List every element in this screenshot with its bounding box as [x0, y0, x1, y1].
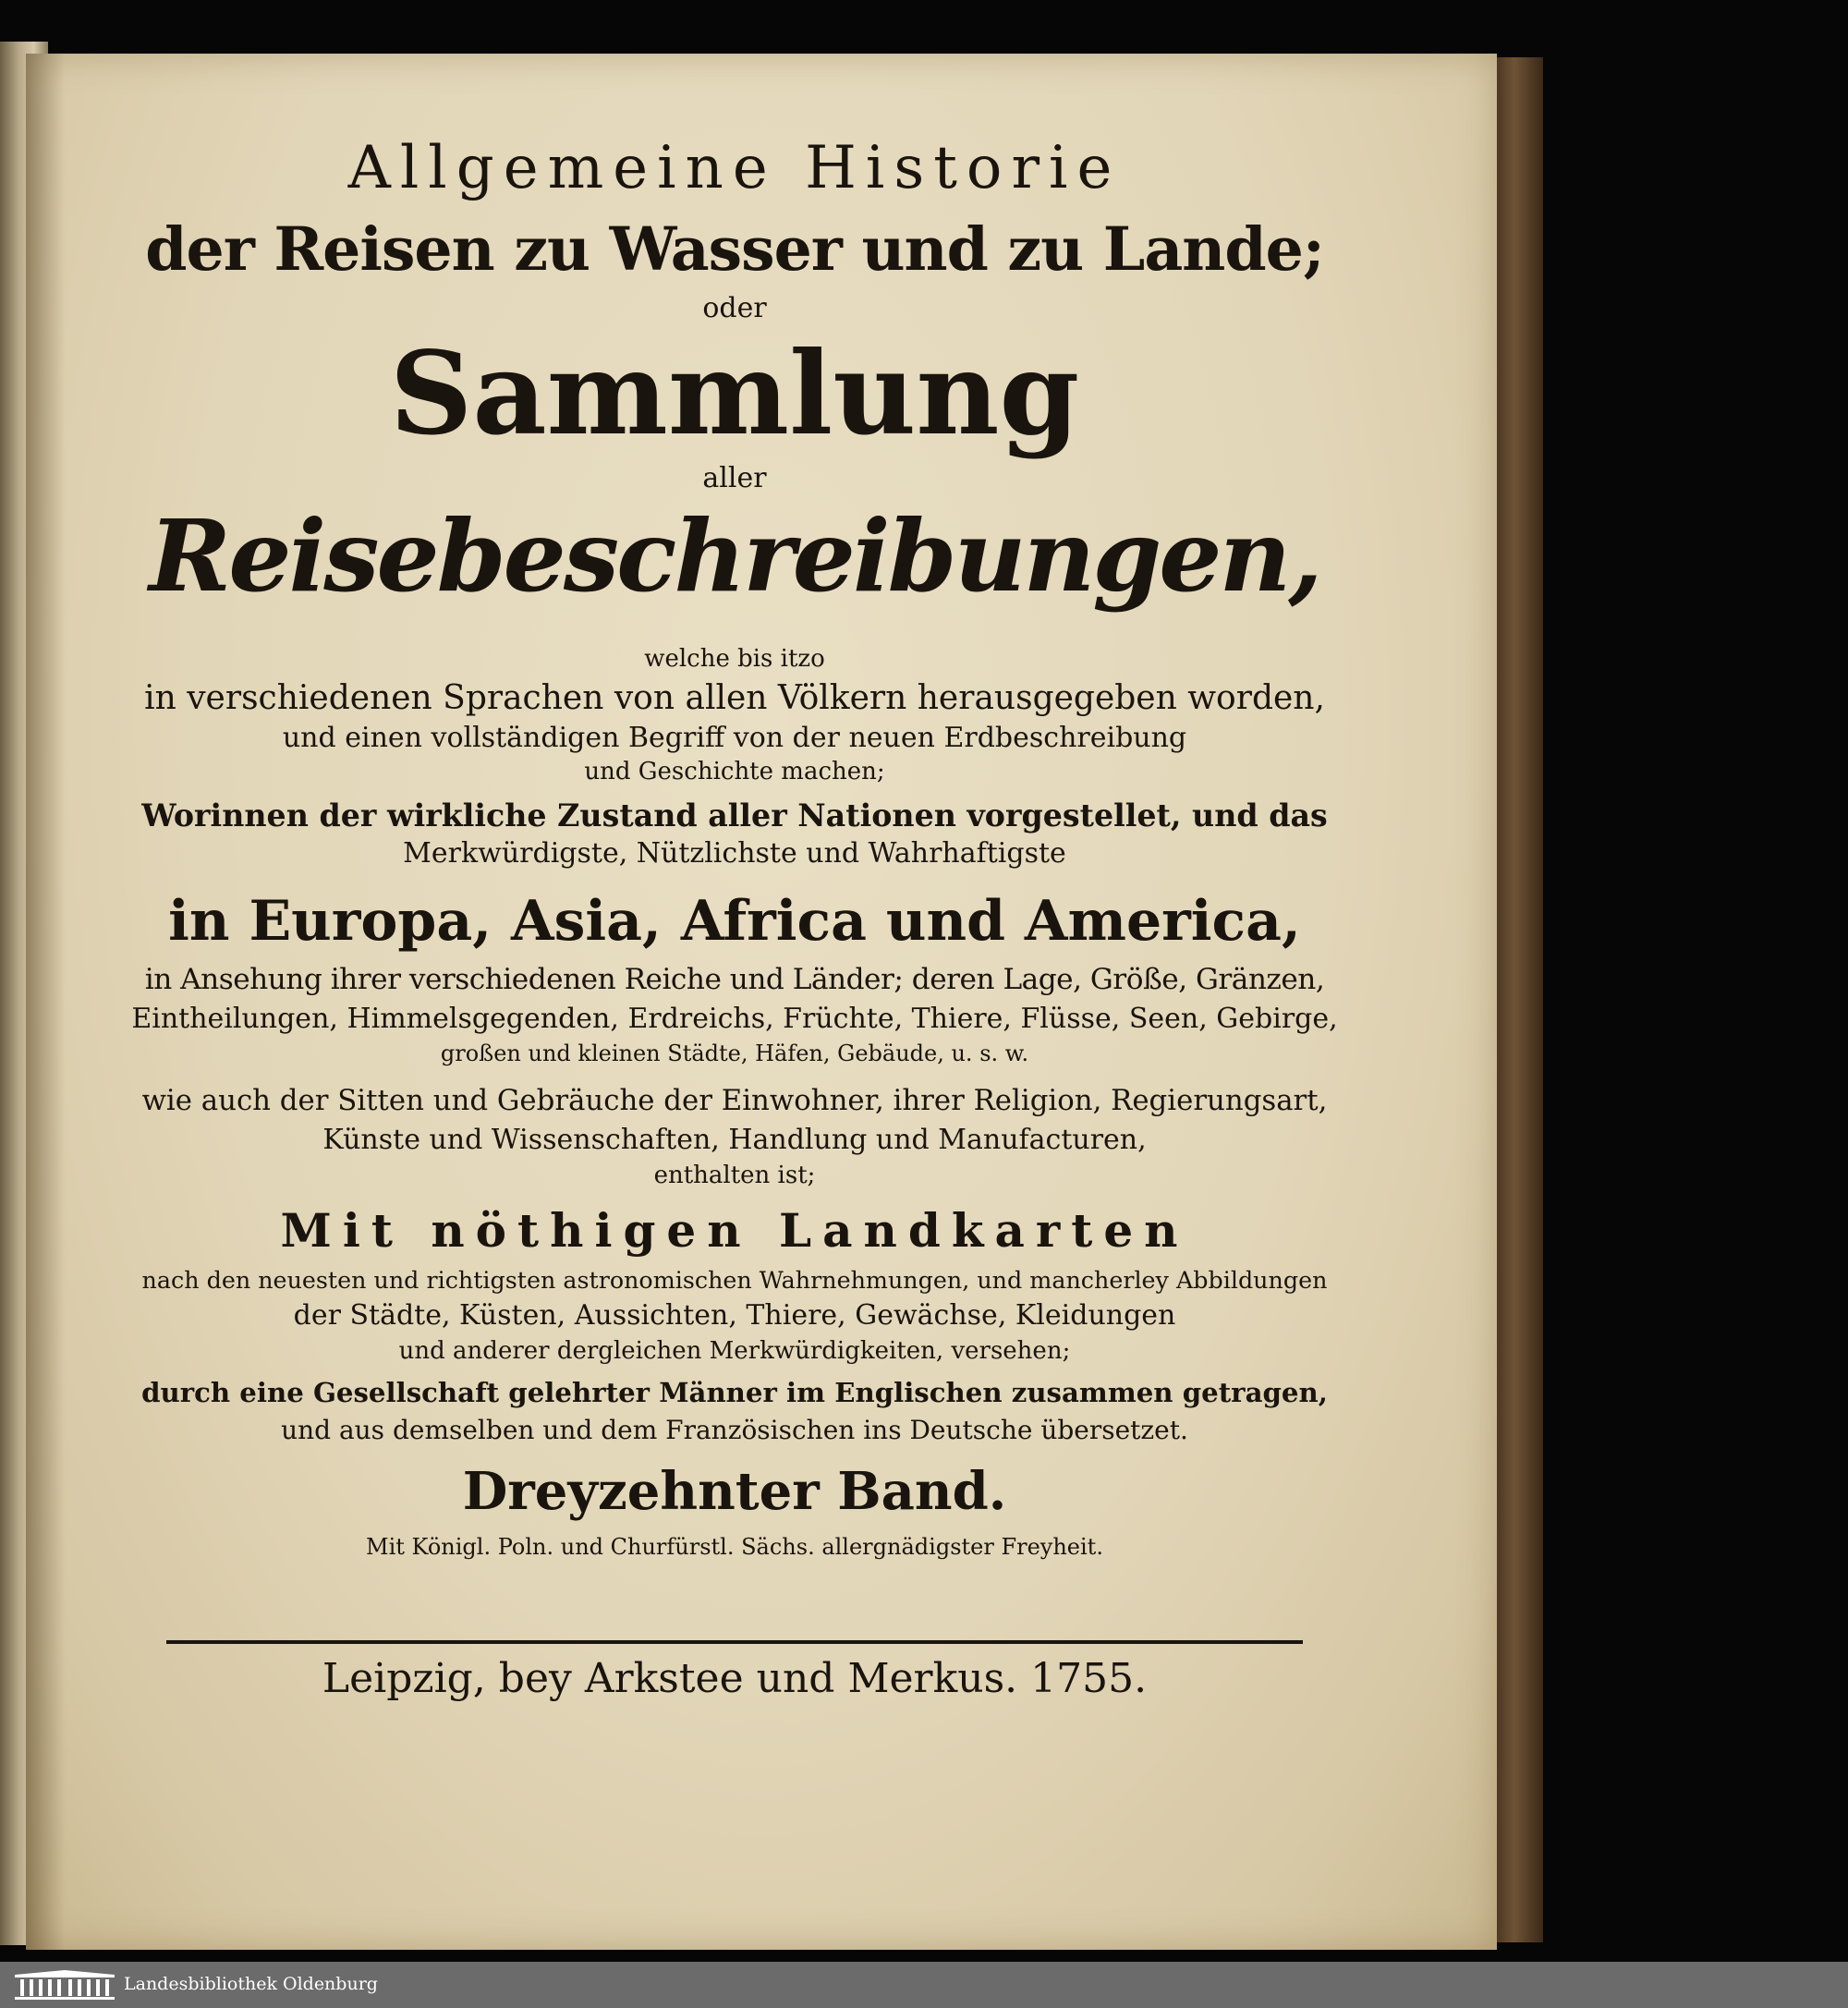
- subtitle-line-20: Mit nöthigen Landkarten: [280, 1203, 1189, 1259]
- subtitle-line-13: in Europa, Asia, Africa und America,: [168, 889, 1301, 955]
- subtitle-line-17: wie auch der Sitten und Gebräuche der Einwohner, ihrer Religion, Regierungsart,: [141, 1084, 1328, 1118]
- title-line-1: Allgemeine Historie: [347, 134, 1122, 202]
- horizontal-rule: [166, 1640, 1303, 1644]
- title-line-5: aller: [702, 461, 767, 494]
- page-gutter-shadow: [26, 54, 65, 1950]
- subtitle-line-10: und Geschichte machen;: [584, 757, 885, 785]
- subtitle-line-9: und einen vollständigen Begriff von der neuen Erdbeschreibung: [282, 721, 1187, 754]
- privilege-line: Mit Königl. Poln. und Churfürstl. Sächs. allergnädigster Freyheit.: [366, 1533, 1103, 1560]
- library-building-icon: [13, 1969, 116, 2001]
- title-line-2: der Reisen zu Wasser und zu Lande;: [145, 214, 1324, 285]
- title-line-4: Sammlung: [389, 326, 1080, 461]
- subtitle-line-12: Merkwürdigste, Nützlichste und Wahrhaftigste: [403, 837, 1066, 870]
- footer-bar: [0, 1962, 1848, 2008]
- main-title: Reisebeschreibungen,: [149, 497, 1320, 615]
- volume-label: Dreyzehnter Band.: [462, 1460, 1007, 1522]
- subtitle-line-23: und anderer dergleichen Merkwürdigkeiten, versehen;: [398, 1336, 1071, 1365]
- subtitle-line-7: welche bis itzo: [644, 644, 825, 673]
- subtitle-line-8: in verschiedenen Sprachen von allen Völkern herausgegeben worden,: [144, 678, 1325, 717]
- imprint: Leipzig, bey Arkstee und Merkus. 1755.: [322, 1655, 1148, 1702]
- subtitle-line-11: Worinnen der wirkliche Zustand aller Nationen vorgestellet, und das: [141, 797, 1328, 834]
- subtitle-line-19: enthalten ist;: [653, 1162, 816, 1190]
- subtitle-line-25: und aus demselben und dem Französischen ins Deutsche übersetzet.: [281, 1414, 1188, 1445]
- library-name: Landesbibliothek Oldenburg: [124, 1974, 378, 1994]
- book-cover-edge: [1495, 57, 1543, 1942]
- title-page-text: [129, 129, 1340, 1558]
- subtitle-line-14: in Ansehung ihrer verschiedenen Reiche und Länder; deren Lage, Größe, Gränzen,: [144, 963, 1325, 997]
- subtitle-line-22: der Städte, Küsten, Aussichten, Thiere, Gewächse, Kleidungen: [293, 1298, 1176, 1332]
- subtitle-line-18: Künste und Wissenschaften, Handlung und Manufacturen,: [322, 1124, 1147, 1157]
- subtitle-line-15: Eintheilungen, Himmelsgegenden, Erdreichs, Früchte, Thiere, Flüsse, Seen, Gebirge,: [131, 1003, 1338, 1036]
- subtitle-line-24: durch eine Gesellschaft gelehrter Männer im Englischen zusammen getragen,: [141, 1376, 1328, 1408]
- title-line-3: oder: [702, 291, 767, 324]
- subtitle-line-16: großen und kleinen Städte, Häfen, Gebäude, u. s. w.: [440, 1041, 1029, 1067]
- subtitle-line-21: nach den neuesten und richtigsten astronomischen Wahrnehmungen, und mancherley Abbildungen: [141, 1266, 1328, 1295]
